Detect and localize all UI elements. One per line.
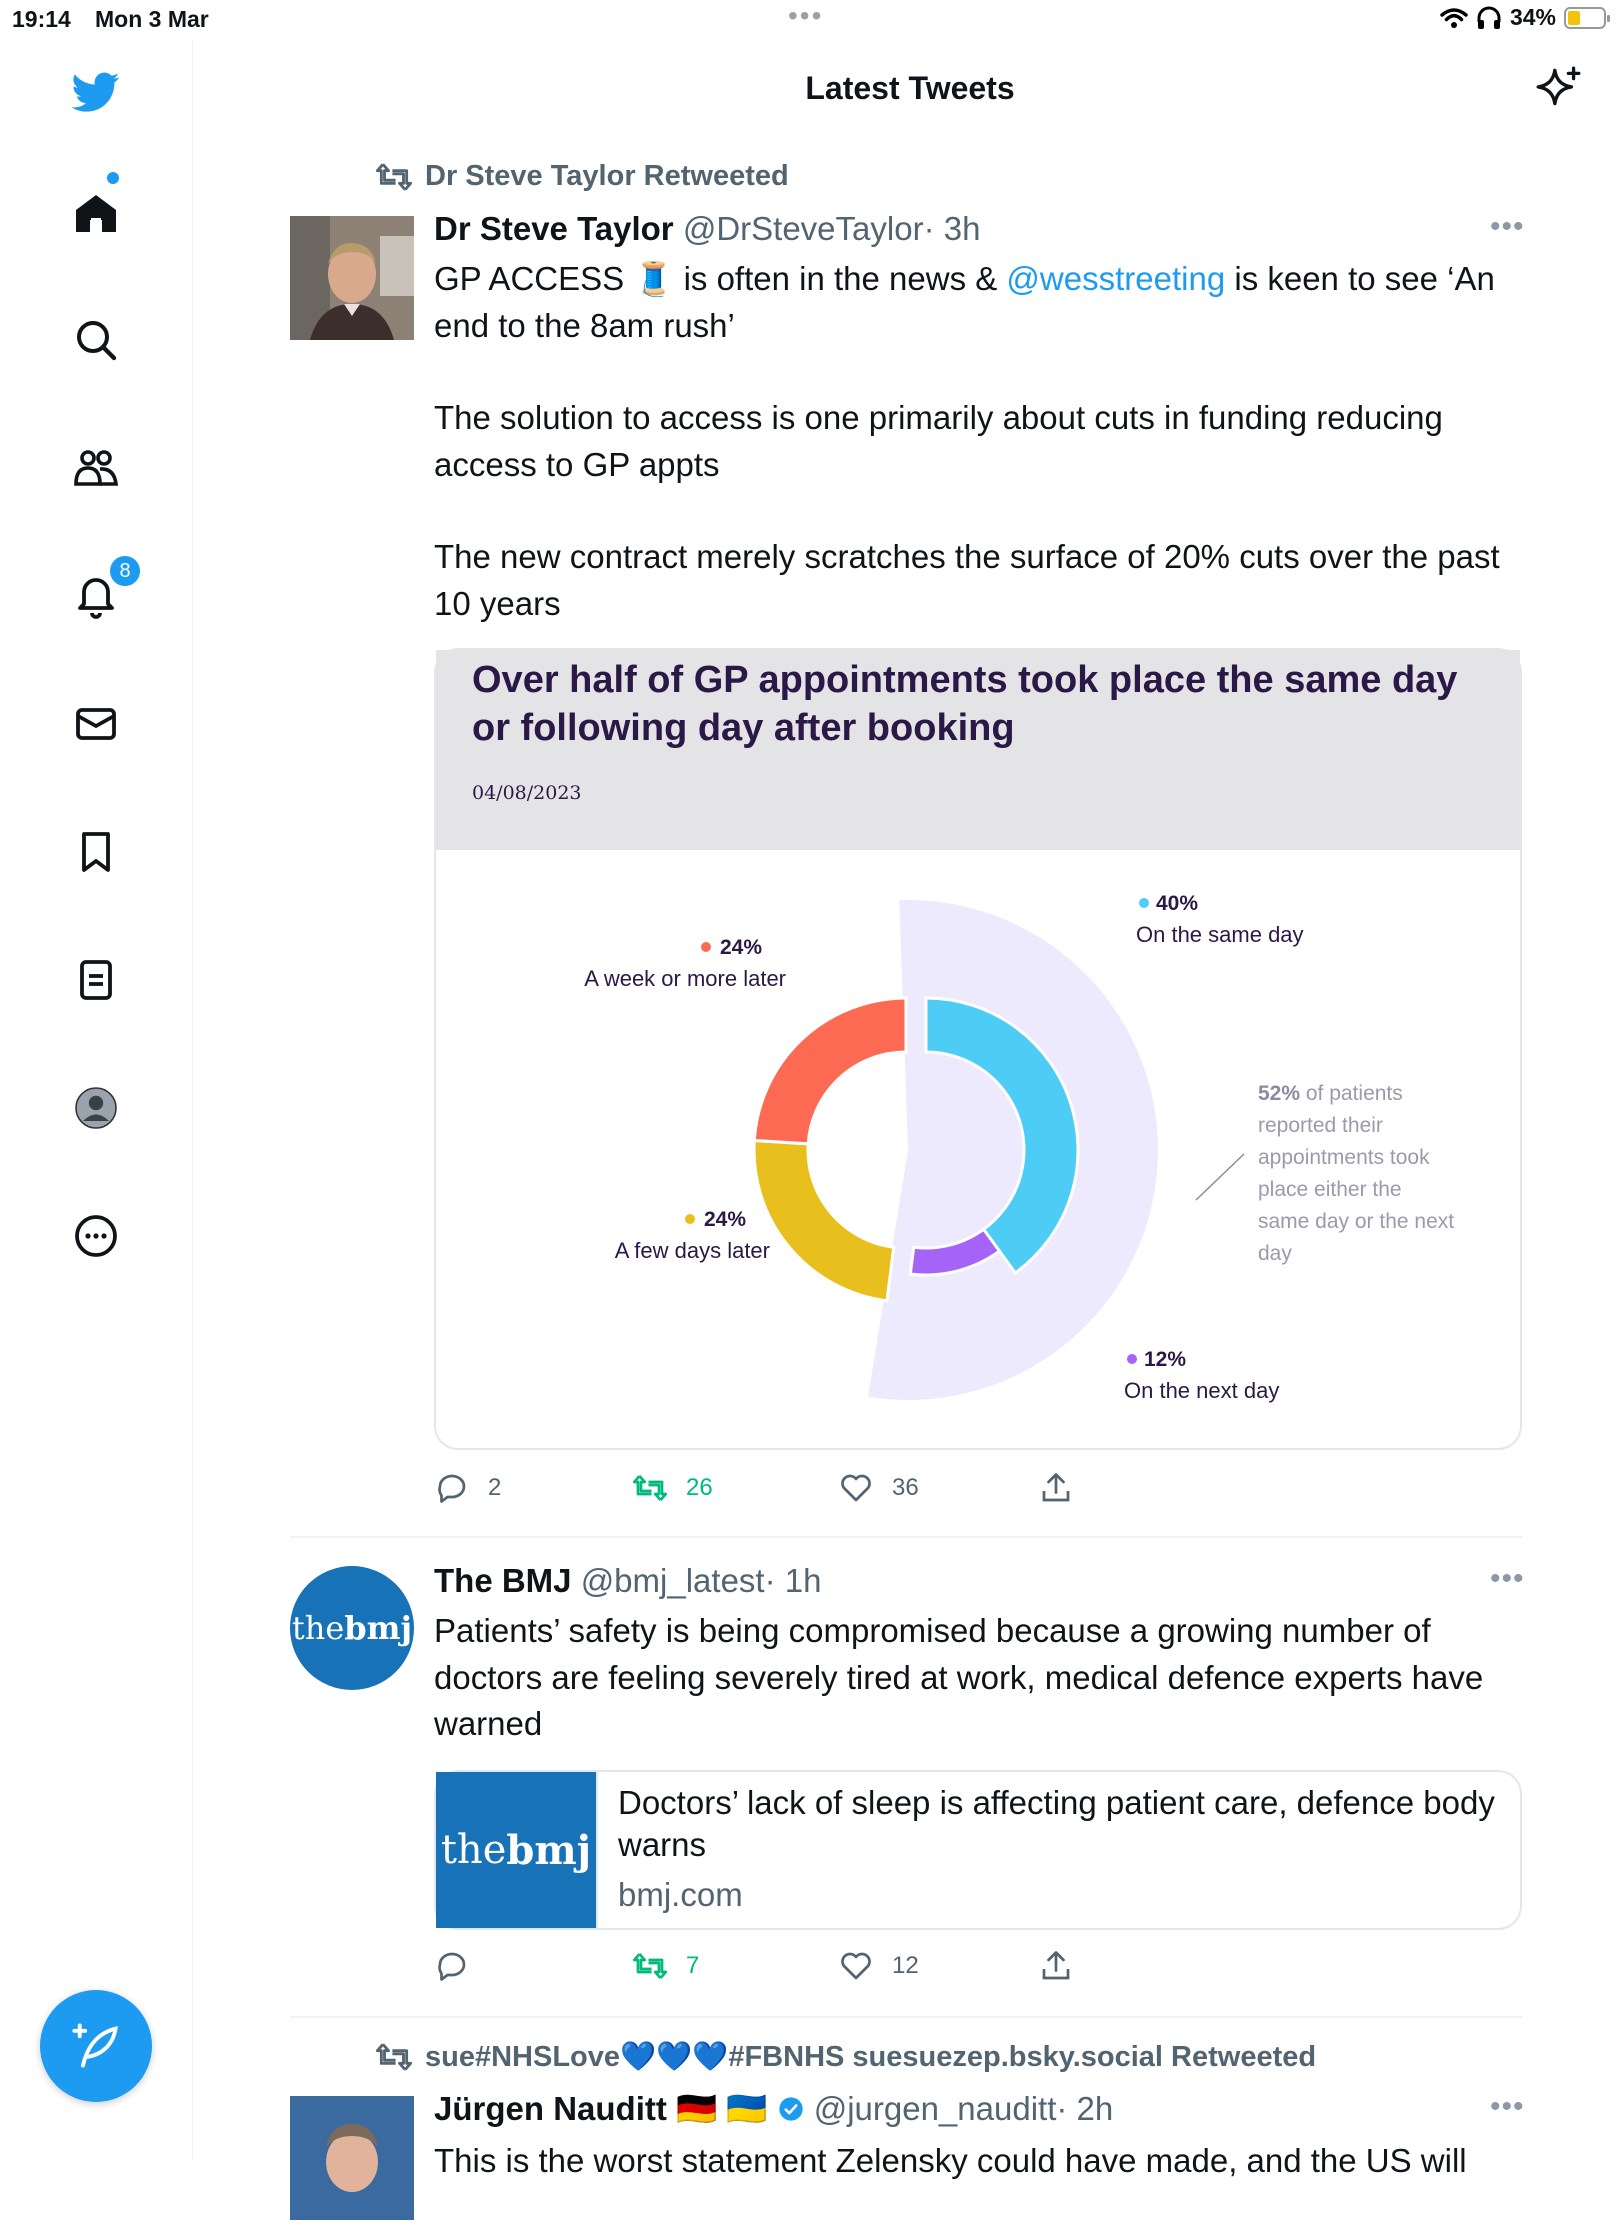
- tweet-divider: [290, 2016, 1522, 2018]
- share-button[interactable]: [1038, 1948, 1074, 1984]
- avatar[interactable]: [290, 216, 414, 340]
- tweet-time[interactable]: · 1h: [764, 1562, 822, 1599]
- wifi-icon: [1440, 7, 1468, 29]
- tweet-divider: [290, 1536, 1522, 1538]
- thread-emoji-icon: 🧵: [633, 260, 675, 297]
- notifications-badge: 8: [108, 554, 142, 588]
- battery-icon: [1564, 7, 1606, 29]
- home-new-dot: [107, 172, 119, 184]
- chart-category-label: On the same day: [1136, 922, 1304, 947]
- author-name[interactable]: Jürgen Nauditt 🇩🇪 🇺🇦: [434, 2090, 768, 2127]
- annotation-line: day: [1258, 1242, 1292, 1265]
- heart-icon: [838, 1948, 874, 1984]
- avatar-photo-icon: [290, 2096, 414, 2220]
- search-icon[interactable]: [68, 312, 124, 368]
- author-name[interactable]: Dr Steve Taylor: [434, 210, 674, 247]
- chart-slice-4: [754, 998, 906, 1144]
- battery-percent: 34%: [1509, 4, 1556, 30]
- link-thumbnail: [436, 1772, 598, 1928]
- annotation-leader-line: [1196, 1154, 1244, 1200]
- card-logo-the: the: [440, 1827, 507, 1873]
- share-button[interactable]: [1038, 1470, 1074, 1506]
- page-title: Latest Tweets: [805, 70, 1015, 106]
- messages-icon[interactable]: [68, 696, 124, 752]
- reply-button[interactable]: [434, 1470, 501, 1506]
- like-button[interactable]: [838, 1470, 919, 1506]
- more-options-icon[interactable]: [68, 1208, 124, 1264]
- retweet-count: 7: [686, 1952, 700, 1979]
- tweet-header: [434, 210, 980, 248]
- chart-date: 04/08/2023: [472, 782, 582, 804]
- like-count: 36: [892, 1474, 919, 1501]
- tweet-text-part: is often in the news &: [674, 260, 1007, 297]
- share-icon: [1038, 1948, 1074, 1984]
- retweet-icon: [632, 1948, 668, 1984]
- compose-tweet-button[interactable]: [40, 1990, 152, 2102]
- mention-link[interactable]: @wesstreeting: [1006, 260, 1226, 297]
- retweet-context-label: Dr Steve Taylor Retweeted: [425, 160, 789, 192]
- avatar[interactable]: [290, 1566, 414, 1690]
- link-domain: bmj.com: [618, 1876, 743, 1913]
- sidebar: [0, 40, 193, 2160]
- tweet-text-part: is keen to see ‘An end to the 8am rush’: [434, 260, 1495, 344]
- author-name[interactable]: The BMJ: [434, 1562, 572, 1599]
- tweet-header: [434, 2090, 1113, 2129]
- author-handle[interactable]: @jurgen_nauditt: [813, 2090, 1057, 2127]
- chart-header: [436, 650, 1520, 850]
- battery-fill: [1568, 11, 1580, 25]
- retweet-button[interactable]: [632, 1948, 699, 1984]
- tweet-time[interactable]: · 2h: [1056, 2090, 1114, 2127]
- status-bar: [0, 0, 1620, 40]
- chart-category-label: A week or more later: [584, 966, 786, 991]
- communities-icon[interactable]: [68, 440, 124, 496]
- like-count: 12: [892, 1952, 919, 1979]
- chart-pct-label: 12%: [1144, 1348, 1187, 1371]
- tweet-text: Patients’ safety is being compromised because a growing number of doctors are feeling severely tired at work, medical defence experts have warned: [434, 1612, 1484, 1742]
- tweet-text-paragraph: The new contract merely scratches the surface of 20% cuts over the past 10 years: [434, 538, 1500, 622]
- avatar-logo-bmj: bmj: [344, 1609, 413, 1647]
- reply-icon: [434, 1470, 470, 1506]
- tweet-text: This is the worst statement Zelensky could have made, and the US will: [434, 2142, 1467, 2179]
- link-title: Doctors’ lack of sleep is affecting patient care, defence body warns: [618, 1784, 1495, 1863]
- tweet-actions: [434, 1470, 1334, 1510]
- more-icon[interactable]: •••: [1490, 2090, 1525, 2123]
- more-icon[interactable]: •••: [1490, 1562, 1525, 1595]
- legend-dot: [1127, 1354, 1137, 1364]
- chart-category-label: A few days later: [614, 1238, 770, 1263]
- retweet-icon: [375, 2041, 413, 2073]
- twitter-logo-icon[interactable]: [68, 64, 124, 120]
- status-date: Mon 3 Mar: [95, 6, 209, 32]
- tweet-text-part: GP ACCESS: [434, 260, 634, 297]
- sparkle-icon[interactable]: [1534, 64, 1584, 114]
- chart-category-label: On the next day: [1124, 1378, 1280, 1403]
- chart-pct-label: 40%: [1156, 892, 1199, 915]
- chart-slice-3: [754, 1140, 894, 1300]
- annotation-line: same day or the next: [1258, 1210, 1455, 1233]
- author-handle[interactable]: @bmj_latest: [580, 1562, 765, 1599]
- author-handle[interactable]: @DrSteveTaylor: [682, 210, 924, 247]
- bookmarks-icon[interactable]: [68, 824, 124, 880]
- tweet-time[interactable]: · 3h: [923, 210, 981, 247]
- legend-dot: [701, 942, 711, 952]
- multitasking-dots[interactable]: •••: [788, 0, 824, 31]
- chart-image-card[interactable]: [434, 648, 1522, 1450]
- legend-dot: [685, 1214, 695, 1224]
- tweet-3[interactable]: [290, 2040, 1530, 2179]
- retweet-button[interactable]: [632, 1470, 713, 1506]
- avatar-logo-the: the: [291, 1609, 345, 1647]
- annotation-text: [1258, 1082, 1454, 1265]
- headphones-icon: [1476, 6, 1502, 30]
- reply-count: 2: [488, 1474, 502, 1501]
- tweet-actions: [434, 1948, 1334, 1988]
- reply-button[interactable]: [434, 1948, 470, 1984]
- retweet-context: [375, 2040, 1316, 2074]
- reply-icon: [434, 1948, 470, 1984]
- retweet-context-label: sue#NHSLove💙💙💙#FBNHS suesuezep.bsky.social Retweeted: [425, 2041, 1317, 2073]
- tweet-header: [434, 1562, 821, 1600]
- chart-title: Over half of GP appointments took place the same day or following day after booking: [472, 659, 1458, 749]
- lists-icon[interactable]: [68, 952, 124, 1008]
- status-time: 19:14: [12, 6, 71, 32]
- retweet-count: 26: [686, 1474, 713, 1501]
- card-logo-bmj: bmj: [506, 1826, 592, 1874]
- retweet-icon: [632, 1470, 668, 1506]
- chart-pct-label: 24%: [719, 936, 762, 959]
- annotation-line: reported their: [1258, 1114, 1383, 1137]
- status-right: [1440, 4, 1606, 31]
- retweet-context: [375, 160, 789, 193]
- home-icon[interactable]: [68, 186, 124, 242]
- highlight-band: [868, 900, 1158, 1400]
- chart-pct-label: 24%: [703, 1208, 746, 1231]
- avatar[interactable]: [290, 2096, 414, 2220]
- profile-avatar-icon[interactable]: [68, 1080, 124, 1136]
- verified-badge-icon: [777, 2095, 805, 2123]
- share-icon: [1038, 1470, 1074, 1506]
- donut-chart: [436, 850, 1524, 1450]
- like-button[interactable]: [838, 1948, 919, 1984]
- annotation-line: appointments took: [1258, 1146, 1430, 1169]
- annotation-line: place either the: [1258, 1178, 1402, 1201]
- annotation-line: 52% of patients: [1258, 1082, 1403, 1105]
- legend-dot: [1139, 898, 1149, 908]
- heart-icon: [838, 1470, 874, 1506]
- retweet-icon: [375, 161, 413, 193]
- tweet-text-paragraph: The solution to access is one primarily about cuts in funding reducing access to GP appts: [434, 399, 1443, 483]
- link-preview-card[interactable]: [434, 1770, 1522, 1930]
- compose-feather-icon: [70, 2020, 122, 2072]
- more-icon[interactable]: •••: [1490, 210, 1525, 243]
- avatar-photo-icon: [290, 216, 414, 340]
- tweet-text: [434, 256, 1524, 627]
